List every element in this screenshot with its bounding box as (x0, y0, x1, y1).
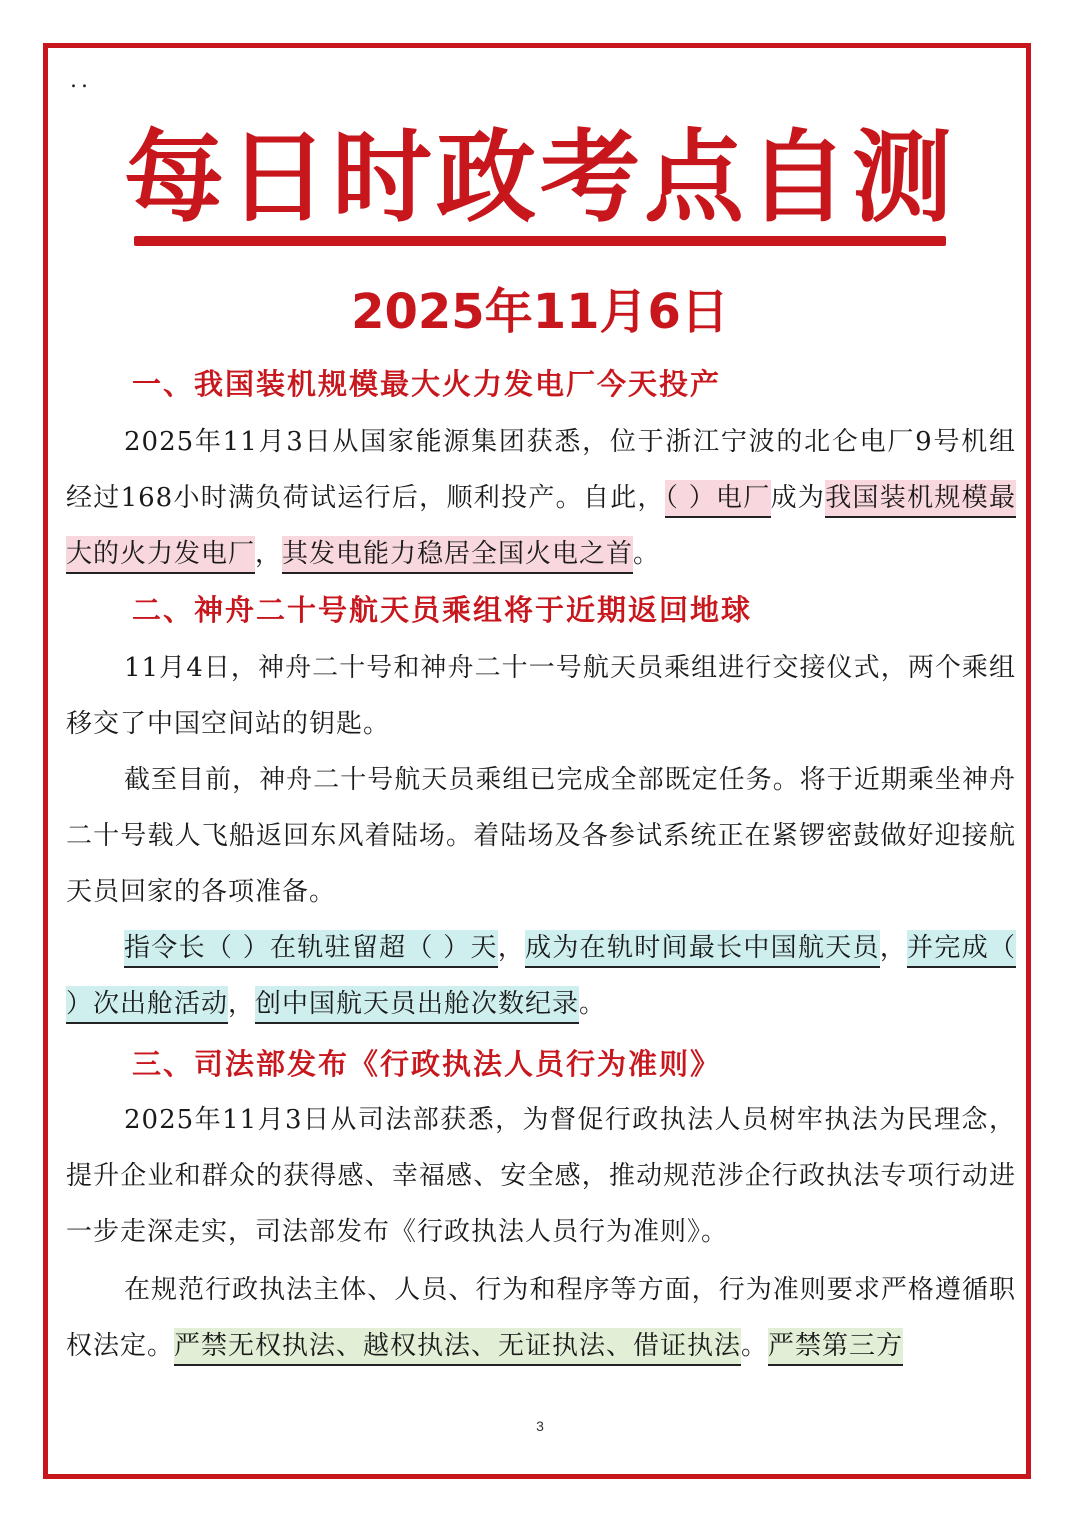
highlight-commander: 指令长（ ）在轨驻留超（ ）天 (124, 930, 498, 968)
text: 2025年11月3日从国家能源集团获悉，位于浙江宁波的北仑电厂9号机组经过168小时满负荷试运行后，顺利投产。自此， (66, 427, 1016, 513)
section-3-paragraph-1: 2025年11月3日从司法部获悉，为督促行政执法人员树牢执法为民理念，提升企业和群众的获得感、幸福感、安全感，推动规范涉企行政执法专项行动进一步走深走实，司法部发布《行政执法人员行为准则》。 (66, 1105, 1016, 1247)
highlight-longest-time: 成为在轨时间最长中国航天员 (525, 930, 880, 968)
text: ， (228, 989, 256, 1019)
text: ， (497, 933, 526, 963)
highlight-third-party: 严禁第三方 (768, 1328, 903, 1366)
text: 在规范行政执法主体、人员、行为和程序等方面，行为准则要求严格遵循职权法定。 (66, 1275, 1016, 1361)
highlight-largest-plant: 我国装机规模最大的火力发电厂 (66, 480, 1016, 574)
section-1-heading: 一、我国装机规模最大火力发电厂今天投产 (132, 367, 722, 401)
text: 。 (633, 539, 661, 569)
text: 。 (741, 1331, 769, 1361)
title-underline (134, 236, 946, 246)
corner-dots: .. (70, 68, 92, 93)
page-date: 2025年11月6日 (351, 284, 729, 340)
section-3-paragraph-2 (66, 1262, 1016, 1374)
section-2-paragraph-1: 11月4日，神舟二十号和神舟二十一号航天员乘组进行交接仪式，两个乘组移交了中国空间站的钥匙。 (66, 653, 1016, 739)
section-2-heading: 二、神舟二十号航天员乘组将于近期返回地球 (132, 593, 753, 627)
section-2-paragraph-2: 截至目前，神舟二十号航天员乘组已完成全部既定任务。将于近期乘坐神舟二十号载人飞船返回东风着陆场。着陆场及各参试系统正在紧锣密鼓做好迎接航天员回家的各项准备。 (66, 765, 1016, 907)
highlight-blank-plant: （ ）电厂 (665, 480, 771, 518)
highlight-eva-count: 并完成（ ）次出舱活动 (66, 930, 1016, 1024)
section-3-heading: 三、司法部发布《行政执法人员行为准则》 (132, 1047, 722, 1081)
page-number: 3 (536, 1418, 544, 1434)
highlight-capacity: 其发电能力稳居全国火电之首 (282, 536, 633, 574)
section-2-paragraph-3 (66, 920, 1016, 1032)
section-1-paragraph-1 (66, 414, 1016, 582)
highlight-prohibited-acts: 严禁无权执法、越权执法、无证执法、借证执法 (174, 1328, 741, 1366)
text: ， (255, 539, 283, 569)
text: ， (879, 933, 908, 963)
text: 成为 (770, 483, 826, 513)
highlight-eva-record: 创中国航天员出舱次数纪录 (255, 986, 579, 1024)
page-title: 每日时政考点自测 (124, 119, 956, 236)
text: 。 (579, 989, 607, 1019)
